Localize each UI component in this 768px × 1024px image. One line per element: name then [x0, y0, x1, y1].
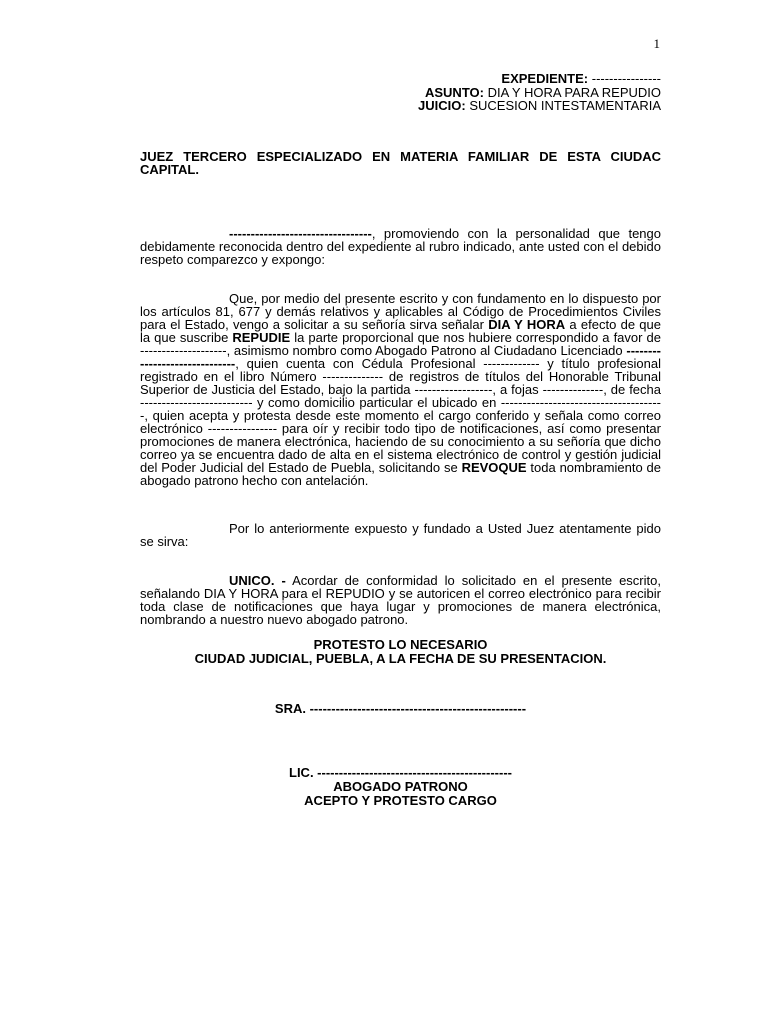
closing-block [140, 638, 661, 666]
juicio-line [140, 99, 661, 113]
signature-sra: SRA. -------------------------------------------------- [274, 701, 527, 716]
paragraph-unico [140, 574, 661, 626]
juicio-label: JUICIO: [418, 98, 466, 113]
request-text-5: toda nombramiento de abogado patrono hecho con antelación. [140, 460, 661, 488]
promovente-name-placeholder: --------------------------------- [229, 226, 372, 241]
paragraph-introduction [140, 227, 661, 266]
addressee: JUEZ TERCERO ESPECIALIZADO EN MATERIA FAMILIAR DE ESTA CIUDAC CAPITAL. [140, 149, 661, 177]
request-bold-repudie: REPUDIE [232, 330, 291, 345]
signature-lic-block [140, 766, 661, 808]
asunto-line [140, 86, 661, 100]
signature-lic-role: ABOGADO PATRONO [333, 779, 468, 794]
page-number: 1 [653, 36, 660, 51]
unico-label: UNICO. - [229, 573, 286, 588]
expediente-line [140, 72, 661, 86]
asunto-label: ASUNTO: [424, 84, 484, 100]
paragraph-petition: Por lo anteriormente expuesto y fundado a Usted Juez atentamente pido se sirva: [140, 521, 661, 549]
expediente-value: ---------------- [591, 71, 661, 86]
closing-line-2: CIUDAD JUDICIAL, PUEBLA, A LA FECHA DE SU PRESENTACION. [194, 651, 607, 666]
request-text-3: la parte proporcional que nos hubiere correspondido a favor de --------------------, asimismo nombro como Abogado Patrono al Ciudadano Licenciado [140, 330, 661, 358]
paragraph-request [140, 292, 661, 487]
request-bold-lawyer-placeholder: ------------------------------ [140, 343, 661, 371]
request-text-4: , quien cuenta con Cédula Profesional ------------- y título profesional registrado en el libro Número -------------- de registros de títulos del Honorable Tribunal Superior de Justicia del Estado, bajo la partida ------------------, a fojas --------------, de fecha -------------------------- y como domicilio particular el ubicado en --------------------------------------, quien acepta y protesta desde este momento el cargo conferido y señala como correo electrónico ---------------- para oír y recibir todo tipo de notificaciones, así como presentar promociones de manera electrónica, haciendo de su conocimiento a su señoría que dicho correo ya se encuentra dado de alta en el sistema electrónico de control y gestión judicial del Poder Judicial del Estado de Puebla, solicitando se [140, 356, 661, 475]
expediente-label: EXPEDIENTE: [501, 71, 589, 86]
signature-lic-accept: ACEPTO Y PROTESTO CARGO [304, 793, 497, 808]
closing-line-1: PROTESTO LO NECESARIO [313, 637, 488, 652]
request-text-2: a efecto de que la que suscribe [140, 317, 662, 345]
juicio-value: SUCESION INTESTAMENTARIA [469, 98, 661, 113]
signature-lic-line: LIC. --------------------------------------------- [289, 765, 512, 780]
case-header [140, 72, 661, 113]
unico-text: Acordar de conformidad lo solicitado en el presente escrito, señalando DIA Y HORA para el REPUDIO y se autoricen el correo electrónico para recibir toda clase de notificaciones que haya lugar y promociones de manera electrónica, nombrando a nuestro nuevo abogado patrono. [140, 573, 661, 627]
paragraph-introduction-text: , promoviendo con la personalidad que tengo debidamente reconocida dentro del expediente al rubro indicado, ante usted con el debido respeto comparezco y expongo: [140, 226, 661, 267]
asunto-value: DIA Y HORA PARA REPUDIO [487, 84, 661, 100]
request-text-1: Que, por medio del presente escrito y con fundamento en lo dispuesto por los artículos 81, 677 y demás relativos y aplicables al Código de Procedimientos Civiles para el Estado, vengo a solicitar a su señoría sirva señalar [140, 291, 661, 332]
request-bold-dia-hora: DIA Y HORA [488, 317, 566, 332]
request-bold-revoque: REVOQUE [461, 460, 527, 475]
